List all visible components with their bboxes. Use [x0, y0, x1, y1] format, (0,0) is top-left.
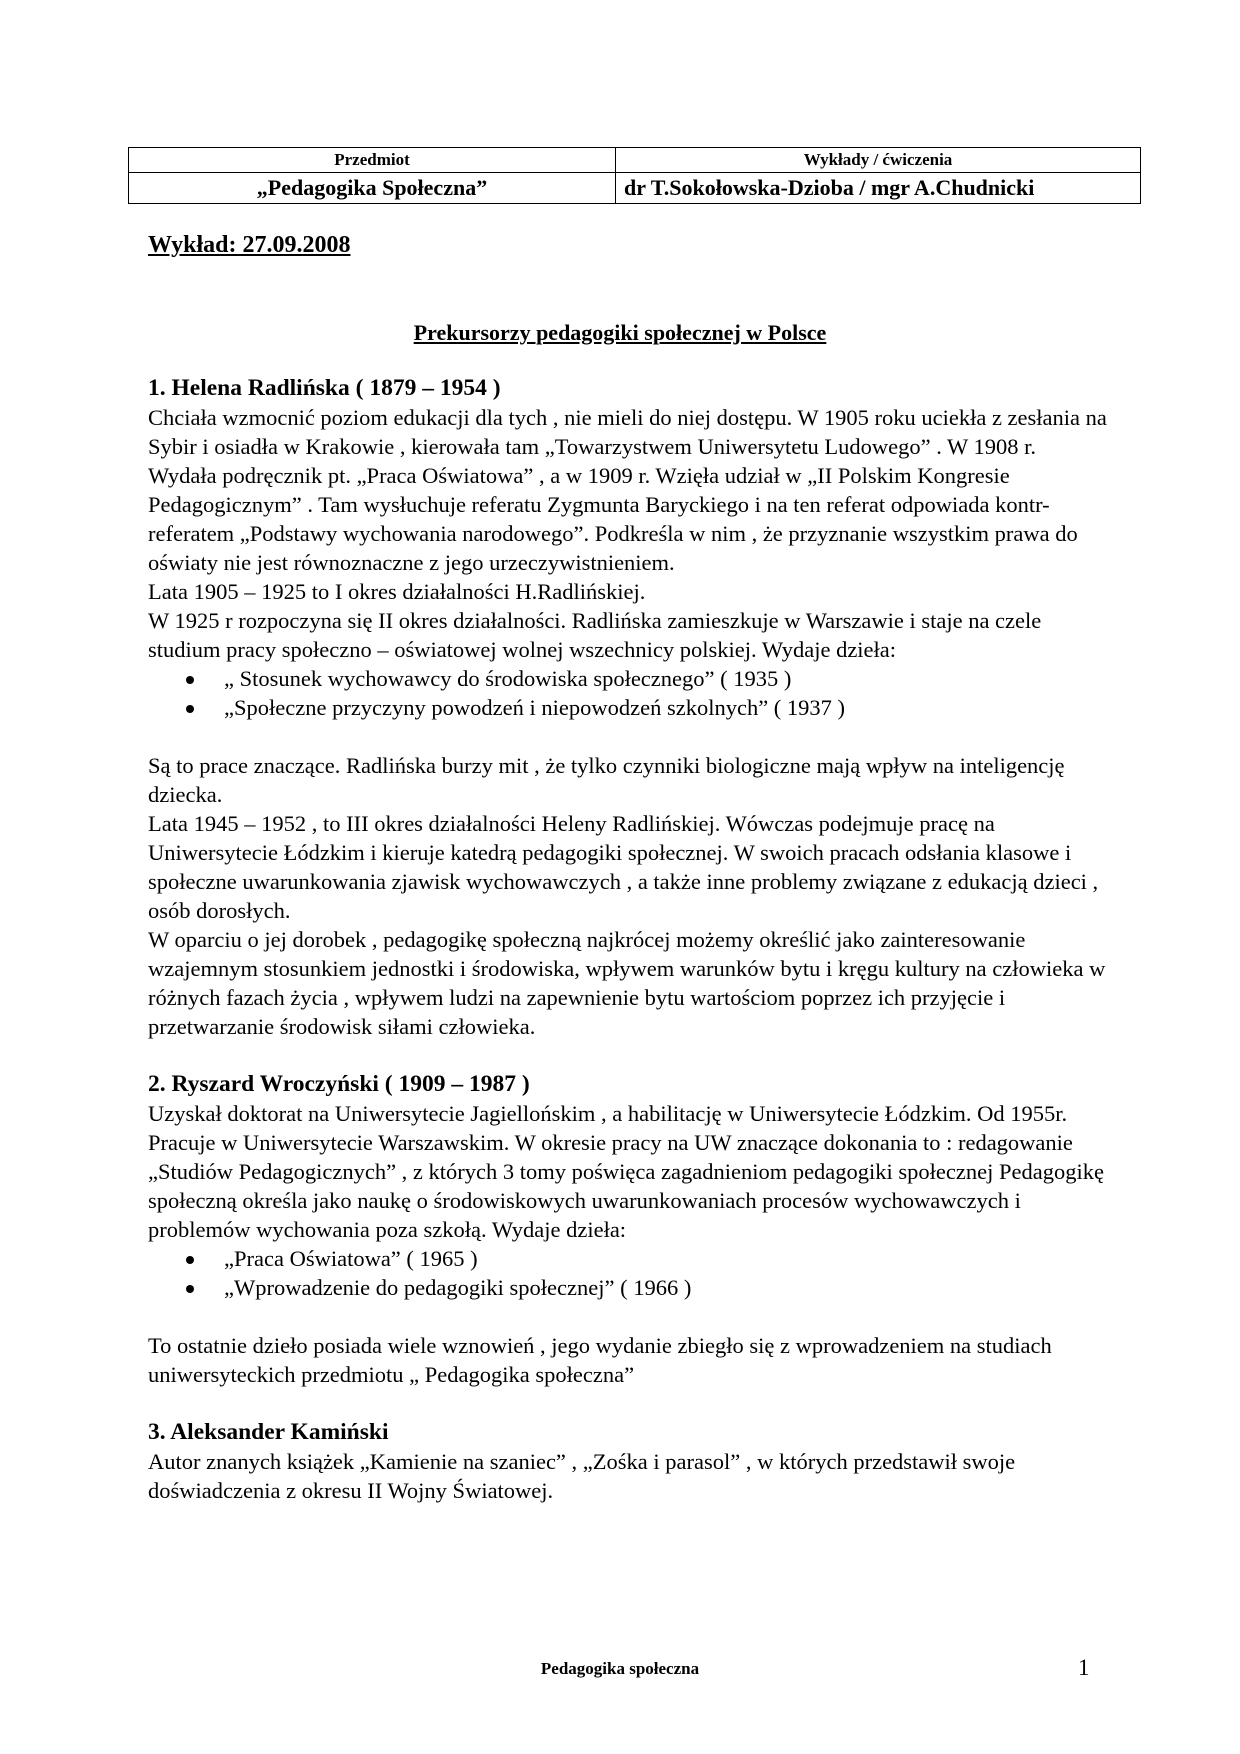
course-header-table [128, 147, 1141, 204]
lecturers-value: dr T.Sokołowska-Dzioba / mgr A.Chudnicki [616, 173, 1141, 204]
footer-text: Pedagogika społeczna [540, 1659, 700, 1678]
list-item: „Wprowadzenie do pedagogiki społecznej” ( 1966 ) [148, 1273, 1108, 1302]
paragraph: Są to prace znaczące. Radlińska burzy mit , że tylko czynniki biologiczne mają wpływ na inteligencję dziecka. [148, 753, 1065, 807]
paragraph: Lata 1905 – 1925 to I okres działalności H.Radlińskiej. [148, 579, 646, 604]
paragraph: Lata 1945 – 1952 , to III okres działalności Heleny Radlińskiej. Wówczas podejmuje pracę na Uniwersytecie Łódzkim i kieruje katedrą pedagogiki społecznej. W swoich pracach odsłania klasowe i społeczne uwarunkowania zjawisk wychowawczych , a także inne problemy związane z edukacją dzieci , osób dorosłych. [148, 811, 1099, 923]
subject-label: Przedmiot [129, 148, 616, 173]
lecturers-label: Wykłady / ćwiczenia [616, 148, 1141, 173]
list-item: „Praca Oświatowa” ( 1965 ) [148, 1244, 1108, 1273]
works-list [148, 664, 1108, 722]
list-item: „ Stosunek wychowawcy do środowiska społecznego” ( 1935 ) [148, 664, 1108, 693]
document-body [148, 374, 1108, 1505]
lecture-date: Wykład: 27.09.2008 [148, 232, 351, 258]
page-number: 1 [1078, 1655, 1090, 1680]
paragraph: Autor znanych książek „Kamienie na szaniec” , „Zośka i parasol” , w których przedstawił swoje doświadczenia z okresu II Wojny Światowej. [148, 1449, 1016, 1503]
document-title: Prekursorzy pedagogiki społecznej w Polsce [413, 320, 827, 345]
paragraph: W 1925 r rozpoczyna się II okres działalności. Radlińska zamieszkuje w Warszawie i staje na czele studium pracy społeczno – oświatowej wolnej wszechnicy polskiej. Wydaje dzieła: [148, 608, 1042, 662]
paragraph: To ostatnie dzieło posiada wiele wznowień , jego wydanie zbiegło się z wprowadzeniem na studiach uniwersyteckich przedmiotu „ Pedagogika społeczna” [148, 1333, 1052, 1387]
subject-value: „Pedagogika Społeczna” [129, 173, 616, 204]
paragraph: Uzyskał doktorat na Uniwersytecie Jagiellońskim , a habilitację w Uniwersytecie Łódzkim. Od 1955r. Pracuje w Uniwersytecie Warszawskim. W okresie pracy na UW znaczące dokonania to : redagowanie „Studiów Pedagogicznych” , z których 3 tomy poświęca zagadnieniom pedagogiki społecznej Pedagogikę społeczną określa jako naukę o środowiskowych uwarunkowaniach procesów wychowawczych i problemów wychowania poza szkołą. Wydaje dzieła: [148, 1101, 1104, 1242]
paragraph: W oparciu o jej dorobek , pedagogikę społeczną najkrócej możemy określić jako zainteresowanie wzajemnym stosunkiem jednostki i środowiska, wpływem warunków bytu i kręgu kultury na człowieka w różnych fazach życia , wpływem ludzi na zapewnienie bytu wartościom poprzez ich przyjęcie i przetwarzanie środowisk siłami człowieka. [148, 927, 1106, 1039]
works-list [148, 1244, 1108, 1302]
list-item: „Społeczne przyczyny powodzeń i niepowodzeń szkolnych” ( 1937 ) [148, 693, 1108, 722]
paragraph: Chciała wzmocnić poziom edukacji dla tych , nie mieli do niej dostępu. W 1905 roku uciekła z zesłania na Sybir i osiadła w Krakowie , kierowała tam „Towarzystwem Uniwersytetu Ludowego” . W 1908 r. Wydała podręcznik pt. „Praca Oświatowa” , a w 1909 r. Wzięła udział w „II Polskim Kongresie Pedagogicznym” . Tam wysłuchuje referatu Zygmunta Baryckiego i na ten referat odpowiada kontr-referatem „Podstawy wychowania narodowego”. Podkreśla w nim , że przyznanie wszystkim prawa do oświaty nie jest równoznaczne z jego urzeczywistnieniem. [148, 405, 1107, 575]
section-heading: 3. Aleksander Kamiński [148, 1419, 389, 1445]
section-heading: 2. Ryszard Wroczyński ( 1909 – 1987 ) [148, 1071, 530, 1097]
section-heading: 1. Helena Radlińska ( 1879 – 1954 ) [148, 375, 501, 401]
